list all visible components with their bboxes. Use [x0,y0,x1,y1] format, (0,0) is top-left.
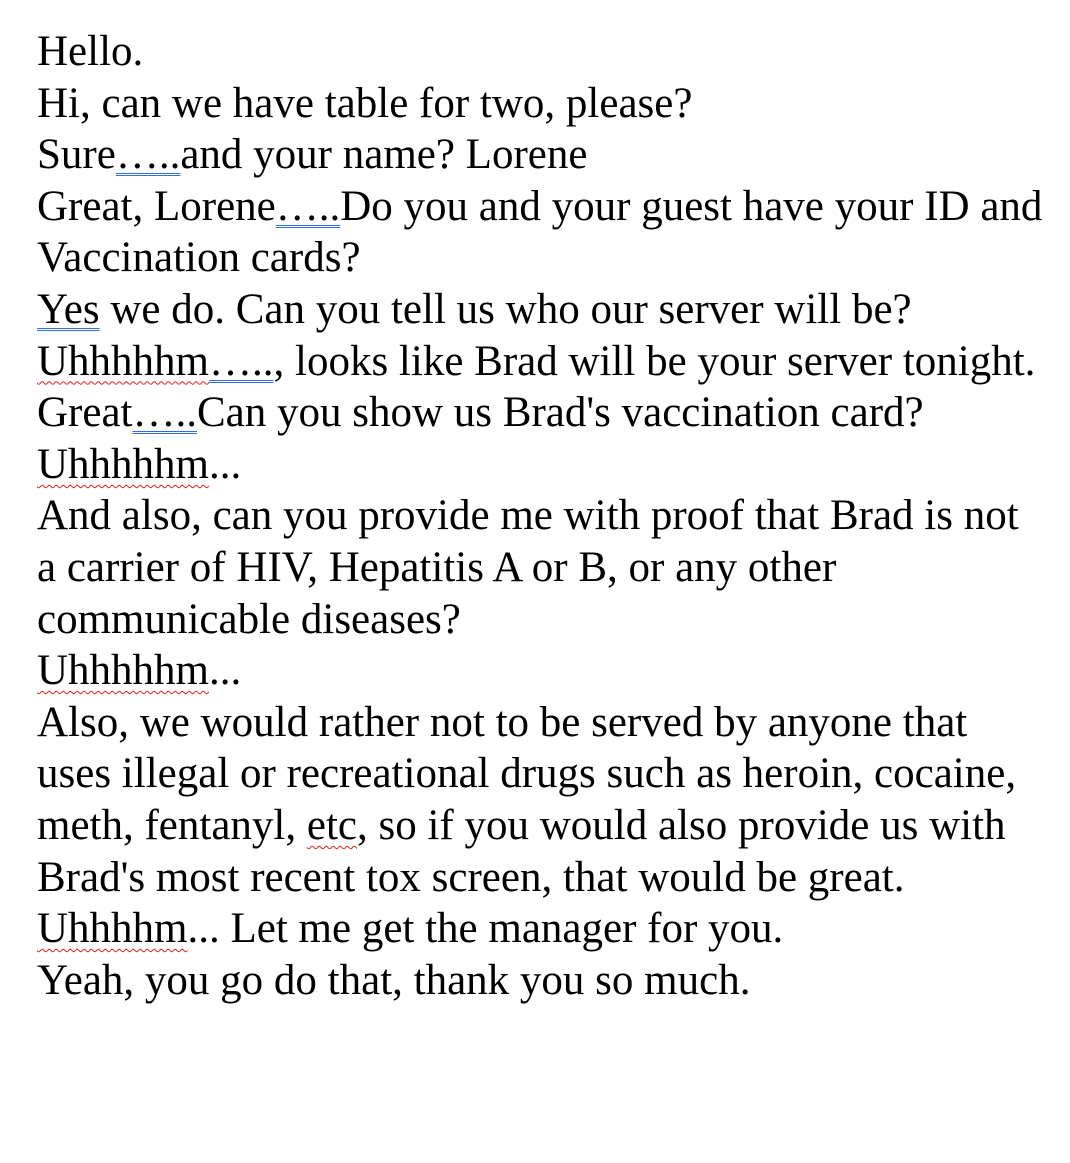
text: Great [37,389,133,437]
paragraph-server-question [37,284,1047,336]
spelling-flag: Uhhhhm [37,905,188,953]
text: And also, can you provide me with proof that Brad is not a carrier of HIV, Hepatitis A or B, or any other communicable diseases? [37,492,1019,643]
text: Do you and your guest have your ID and Vaccination cards? [37,182,1043,282]
paragraph-brad-server [37,336,1047,388]
text: , looks like Brad will be your server tonight. [273,337,1036,385]
text: we do. Can you tell us who our server will be? [99,285,912,333]
grammar-flag: ….. [275,182,341,230]
spelling-flag: Uhhhhhm [37,337,209,385]
text: Great, Lorene [37,182,276,230]
text: ... [209,440,242,488]
paragraph-thank-you [37,955,1047,1007]
spelling-flag: Uhhhhhm [37,647,209,695]
paragraph-sure-name [37,129,1047,181]
text: ... [209,647,242,695]
paragraph-hello [37,26,1047,78]
text: Can you show us Brad's vaccination card? [197,389,924,437]
paragraph-vaccination-card [37,387,1047,439]
document-body [37,26,1047,1006]
text: Hi, can we have table for two, please? [37,79,693,127]
paragraph-proof-diseases [37,490,1047,645]
paragraph-drugs-tox-screen [37,697,1047,903]
grammar-flag: ….. [132,389,197,437]
spelling-flag: Uhhhhhm [37,440,209,488]
paragraph-manager [37,903,1047,955]
text: ... Let me get the manager for you. [187,905,784,953]
text: , so if you would also provide us with Brad's most recent tox screen, that would be great. [37,801,1006,901]
grammar-flag: ….. [115,131,181,179]
text: Sure [37,131,116,179]
text: Yeah, you go do that, thank you so much. [37,956,751,1004]
paragraph-table-request [37,78,1047,130]
paragraph-uhhhhhm-1 [37,439,1047,491]
text: and your name? Lorene [180,131,588,179]
grammar-flag: ….. [209,337,274,385]
grammar-flag: Yes [37,285,100,333]
paragraph-id-vaccination [37,181,1047,284]
spelling-flag: etc [306,801,357,849]
text: Hello. [37,28,144,75]
paragraph-uhhhhhm-2 [37,645,1047,697]
text: Also, we would rather not to be served by anyone that uses illegal or recreational drugs such as heroin, cocaine, meth, fentanyl, [37,698,1017,849]
